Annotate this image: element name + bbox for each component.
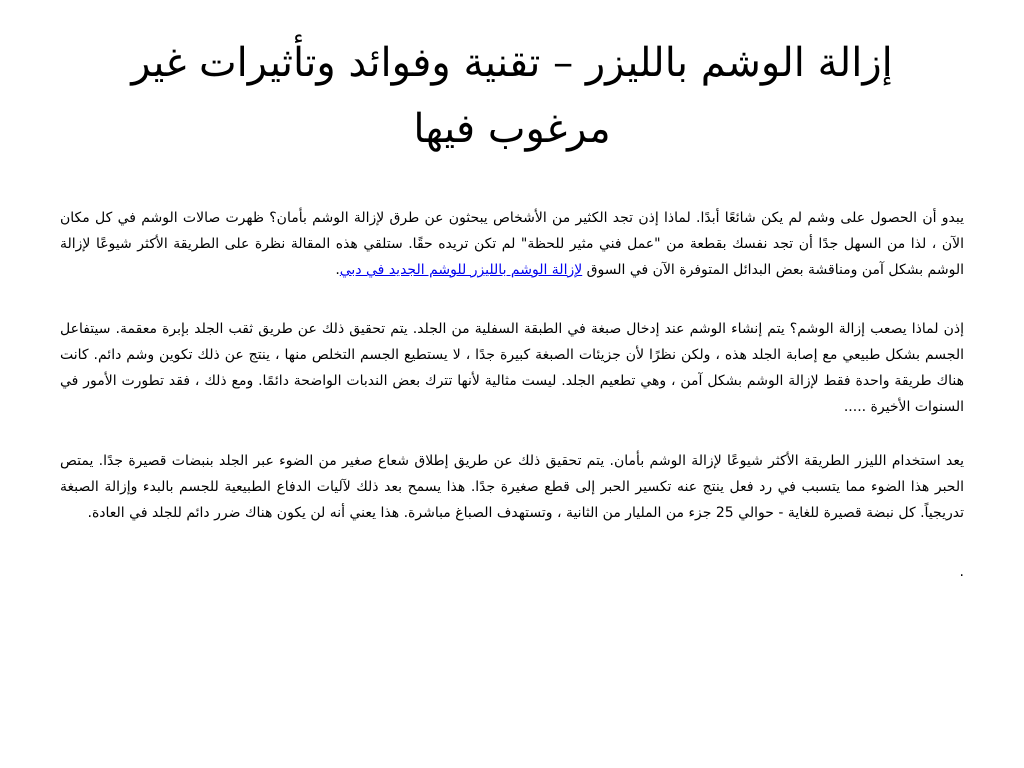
paragraph-intro	[60, 205, 964, 283]
trailing-dot: .	[959, 564, 964, 580]
article-body	[60, 205, 964, 585]
paragraph-intro-end: .	[335, 262, 340, 278]
laser-removal-link[interactable]: لإزالة الوشم بالليزر للوشم الجديد في دبي	[339, 262, 583, 278]
page-title: إزالة الوشم بالليزر – تقنية وفوائد وتأثيرات غير مرغوب فيها	[131, 40, 893, 152]
paragraph-why-hard: إذن لماذا يصعب إزالة الوشم؟ يتم إنشاء الوشم عند إدخال صبغة في الطبقة السفلية من الجلد. يتم تحقيق ذلك عن طريق ثقب الجلد بإبرة معقمة. سيتفاعل الجسم بشكل طبيعي مع إصابة الجلد هذه ، ولكن نظرًا لأن جزيئات الصبغة كبيرة جدًا ، لا يستطيع الجسم التخلص منها ، ينتج عن ذلك تكوين وشم دائم. كانت هناك طريقة واحدة فقط لإزالة الوشم بشكل آمن ، وهي تطعيم الجلد. ليست مثالية لأنها تترك بعض الندبات الواضحة دائمًا. ومع ذلك ، فقد تطورت الأمور في السنوات الأخيرة .....	[60, 321, 964, 415]
paragraph-laser: يعد استخدام الليزر الطريقة الأكثر شيوعًا لإزالة الوشم بأمان. يتم تحقيق ذلك عن طريق إطلاق شعاع صغير من الضوء عبر الجلد بنبضات قصيرة جدًا. يمتص الحبر هذا الضوء مما يتسبب في رد فعل ينتج عنه تكسير الحبر إلى قطع صغيرة جدًا. هذا يسمح بعد ذلك لآليات الدفاع الطبيعية للجسم بالبدء وإزالة الصبغة تدريجياً. كل نبضة قصيرة للغاية - حوالي 25 جزء من المليار من الثانية ، وتستهدف الصباغ مباشرة. هذا يعني أنه لن يكون هناك ضرر دائم للجلد في العادة.	[60, 453, 964, 521]
paragraph-intro-text: يبدو أن الحصول على وشم لم يكن شائعًا أبدًا. لماذا إذن تجد الكثير من الأشخاص يبحثون عن طرق لإزالة الوشم بأمان؟ ظهرت صالات الوشم في كل مكان الآن ، لذا من السهل جدًا أن تجد نفسك بقطعة من "عمل فني مثير للحظة" لم تكن تريده حقًا. ستلقي هذه المقالة نظرة على الطريقة الأكثر شيوعًا لإزالة الوشم بشكل آمن ومناقشة بعض البدائل المتوفرة الآن في السوق	[60, 210, 964, 278]
